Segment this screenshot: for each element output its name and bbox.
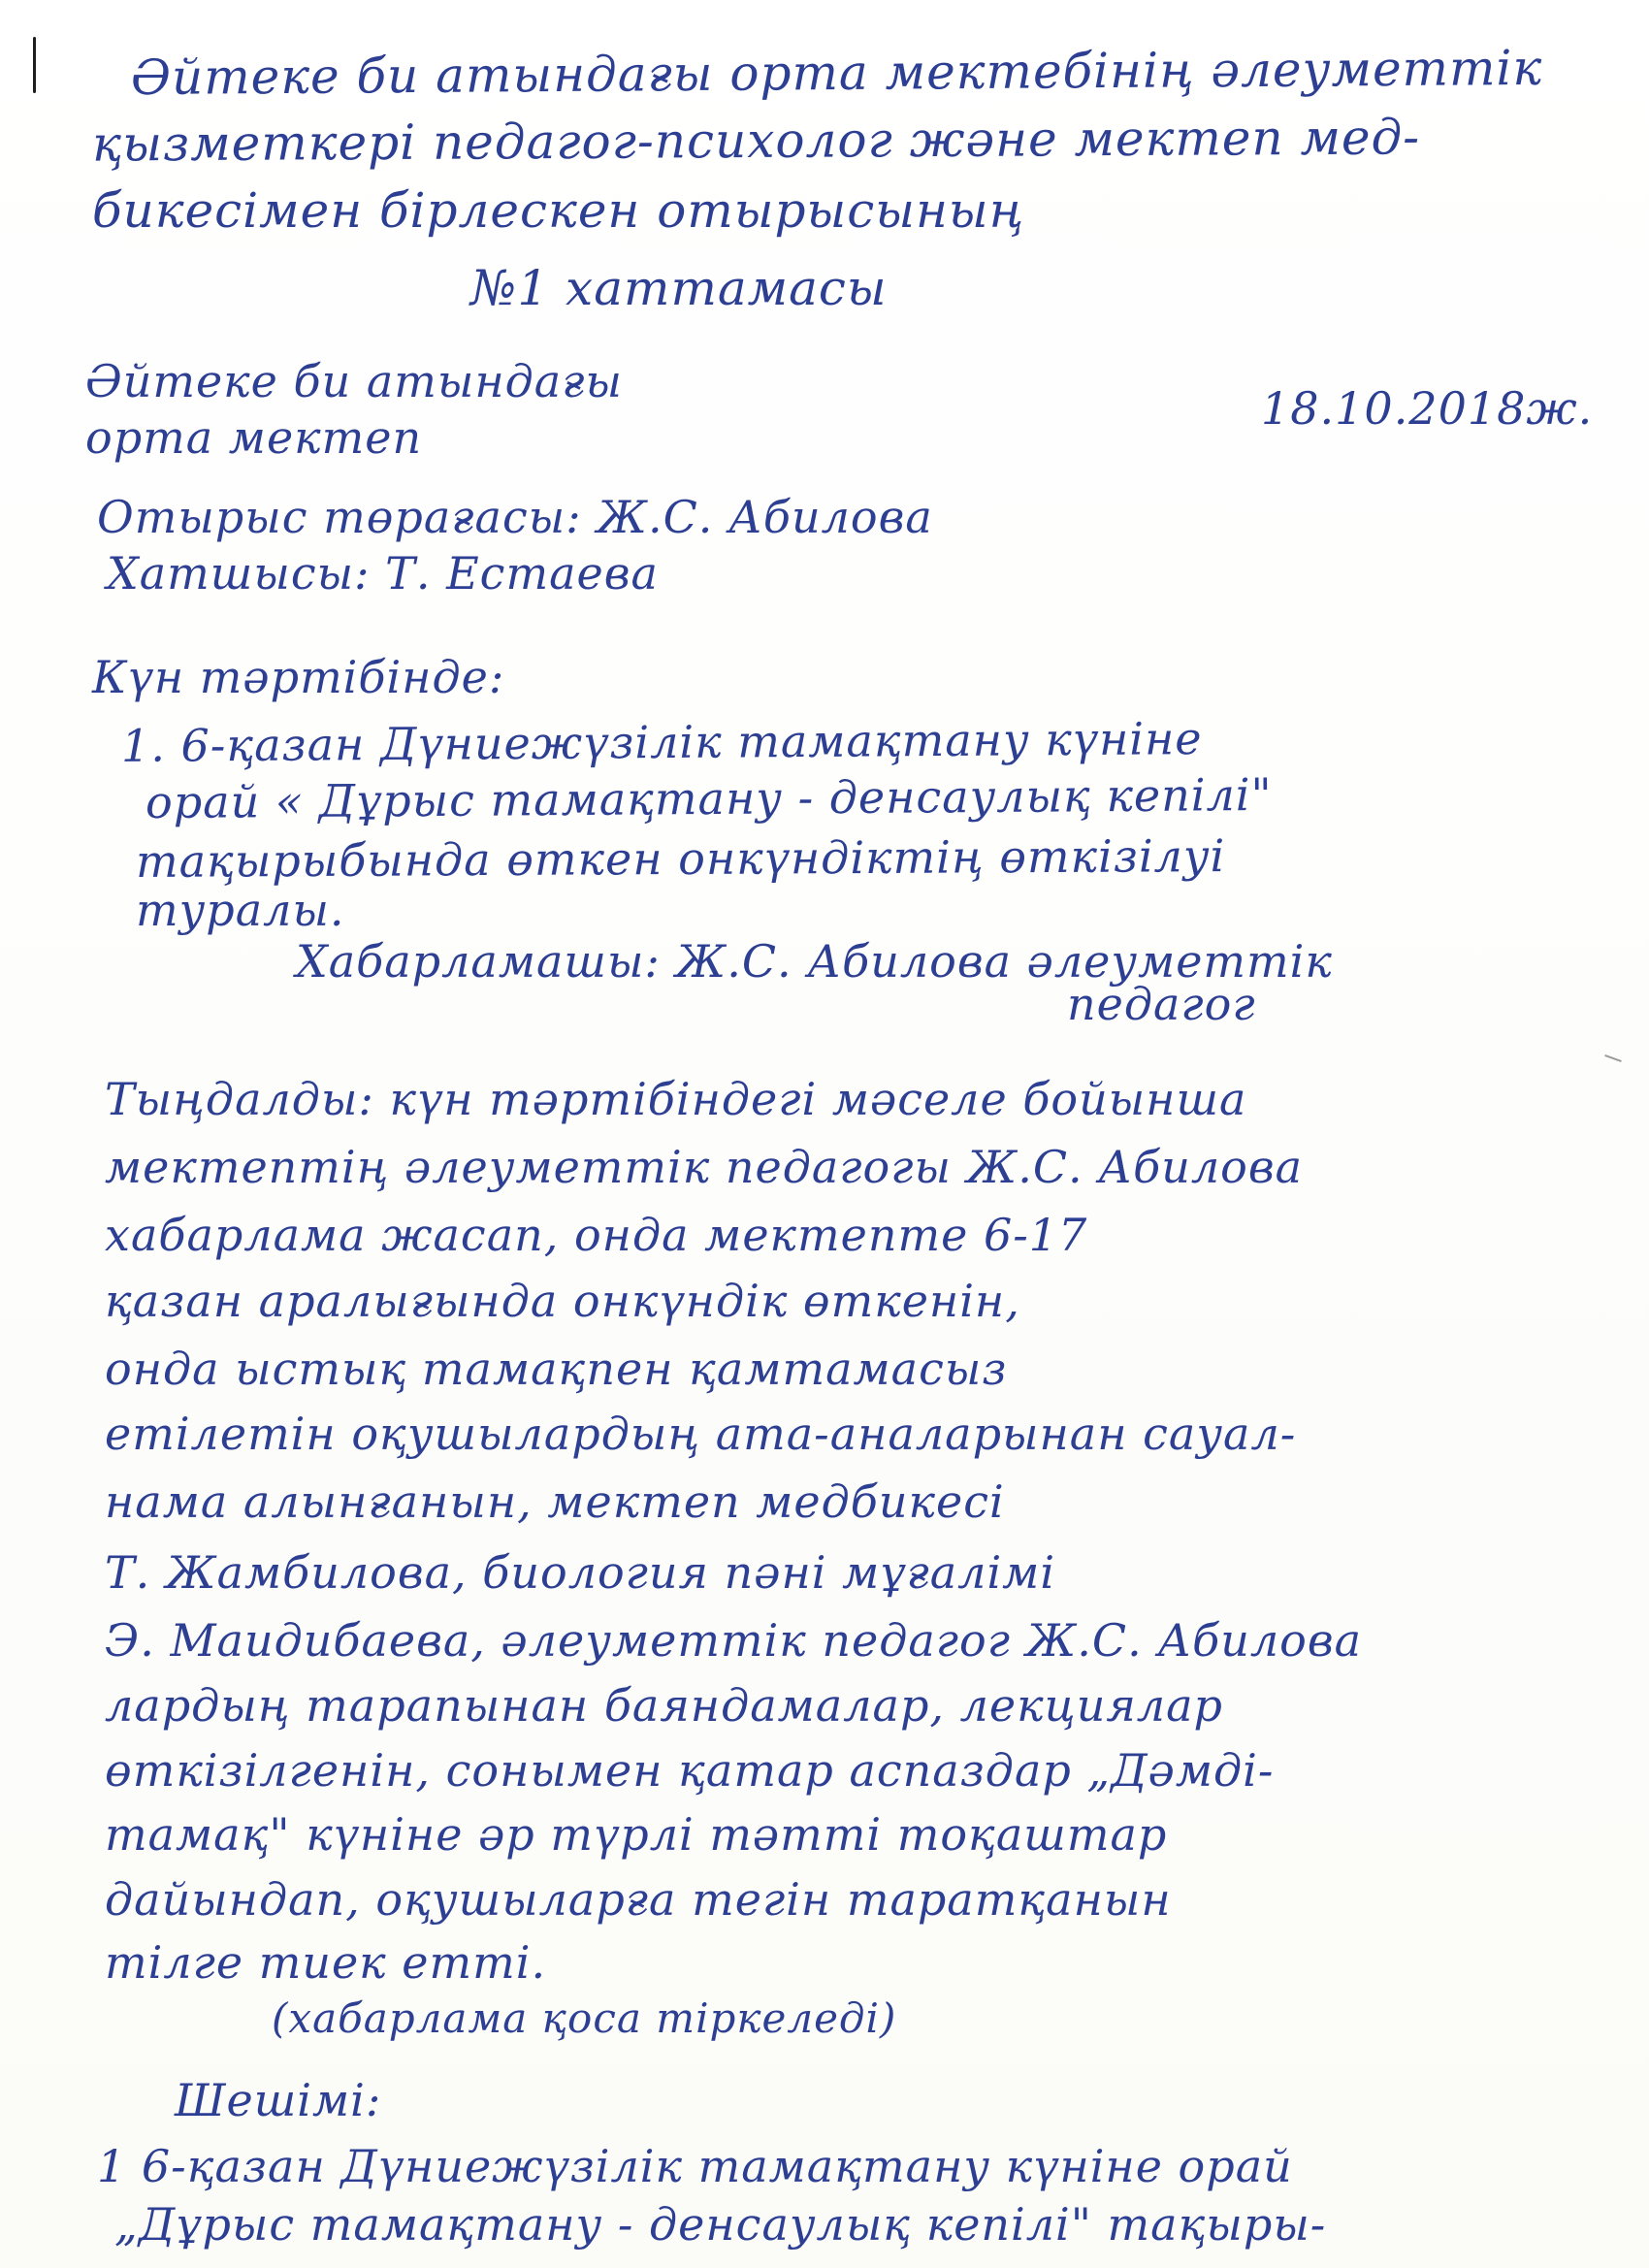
place-line-2: орта мектеп [85,411,423,464]
speaker-line-1: Хабарламашы: Ж.С. Абилова әлеуметтік [296,935,1333,988]
agenda-item-line-2: орай « Дұрыс тамақтану - денсаулық кепілі" [145,767,1273,829]
decision-line-2: „Дұрыс тамақтану - денсаулық кепілі" тақыры- [114,2198,1327,2251]
decision-heading: Шешімі: [175,2074,382,2126]
agenda-item-line-1: 1. 6-қазан Дүниежүзілік тамақтану күніне [120,712,1203,772]
header-line-3: бикесімен бірлескен отырысының [92,182,1025,239]
listened-line-1: Тыңдалды: күн тәртібіндегі мәселе бойынша [105,1073,1247,1125]
listened-line-3: хабарлама жасап, онда мектепте 6-17 [105,1209,1088,1261]
document-title: №1 хаттамасы [470,260,888,316]
agenda-heading: Күн тәртібінде: [92,651,505,703]
listened-line-2: мектептің әлеуметтік педагогы Ж.С. Абилова [105,1141,1304,1193]
listened-line-6: етілетін оқушылардың ата-аналарынан сауал- [105,1408,1297,1460]
paper-mark [1604,1054,1622,1062]
place-line-1: Әйтеке би атындағы [85,355,623,407]
listened-line-7: нама алынғанын, мектеп медбикесі [105,1475,1005,1528]
listened-line-9: Э. Маидибаева, әлеуметтік педагог Ж.С. Абилова [105,1614,1363,1667]
margin-mark [33,37,36,93]
header-line-2: қызметкері педагог-психолог және мектеп мед- [91,109,1421,173]
agenda-item-line-3: тақырыбында өткен онкүндіктің өткізілуі [135,829,1226,888]
listened-line-11: өткізілгенін, сонымен қатар аспаздар „Дәмді- [105,1744,1275,1797]
attachment-note: (хабарлама қоса тіркеледі) [272,1994,897,2042]
listened-line-5: онда ыстық тамақпен қамтамасыз [105,1343,1008,1395]
speaker-line-2: педагог [1067,978,1256,1030]
listened-line-13: дайындап, оқушыларға тегін таратқанын [105,1873,1172,1926]
document-date: 18.10.2018ж. [1261,382,1594,435]
agenda-item-line-4: туралы. [136,884,345,936]
listened-line-10: лардың тарапынан баяндамалар, лекциялар [105,1679,1223,1732]
listened-line-8: Т. Жамбилова, биология пәні мұғалімі [105,1546,1056,1599]
listened-line-14: тілге тиек етті. [105,1936,547,1989]
decision-line-1: 1 6-қазан Дүниежүзілік тамақтану күніне орай [97,2140,1293,2192]
secretary-line: Хатшысы: Т. Естаева [107,547,659,599]
chair-line: Отырыс төрағасы: Ж.С. Абилова [97,491,933,543]
header-line-1: Әйтеке би атындағы орта мектебінің әлеуметтік [130,39,1543,107]
listened-line-12: тамақ" күніне әр түрлі тәтті тоқаштар [105,1808,1168,1861]
listened-line-4: қазан аралығында онкүндік өткенін, [105,1275,1020,1327]
